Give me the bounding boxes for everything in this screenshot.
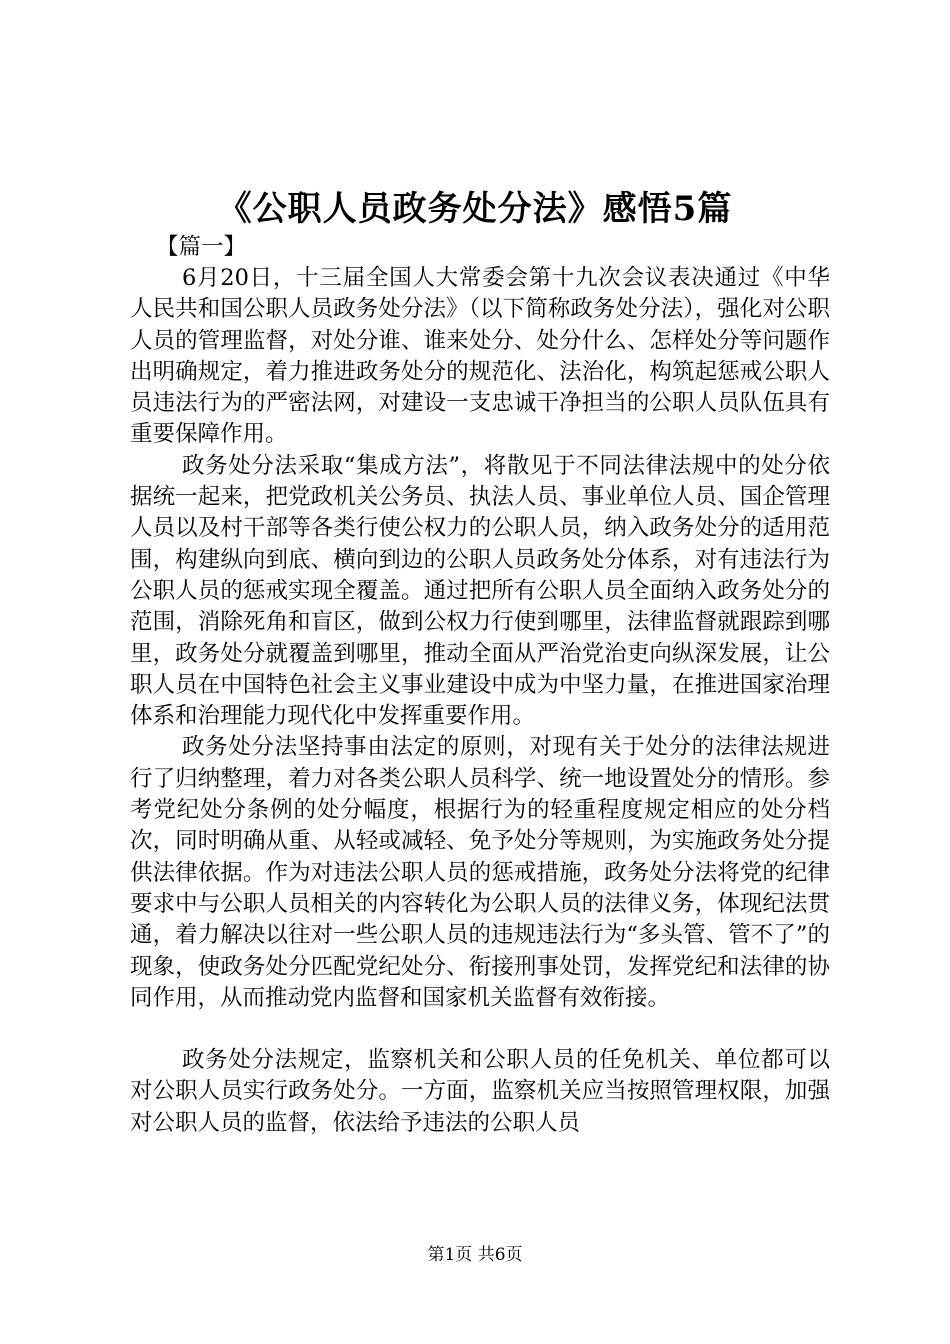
- document-body: [130, 263, 830, 1139]
- document-title: 《公职人员政务处分法》感悟5篇: [217, 189, 733, 229]
- paragraph: 政务处分法坚持事由法定的原则，对现有关于处分的法律法规进行了归纳整理，着力对各类公职人员科学、统一地设置处分的情形。参考党纪处分条例的处分幅度，根据行为的轻重程度规定相应的处分档次，同时明确从重、从轻或减轻、免予处分等规则，为实施政务处分提供法律依据。作为对违法公职人员的惩戒措施，政务处分法将党的纪律要求中与公职人员相关的内容转化为公职人员的法律义务，体现纪法贯通，着力解决以往对一些公职人员的违规违法行为“多头管、管不了”的现象，使政务处分匹配党纪处分、衔接刑事处罚，发挥党纪和法律的协同作用，从而推动党内监督和国家机关监督有效衔接。: [130, 734, 830, 1011]
- paragraph: 政务处分法规定，监察机关和公职人员的任免机关、单位都可以对公职人员实行政务处分。一方面，监察机关应当按照管理权限，加强对公职人员的监督，依法给予违法的公职人员: [130, 1047, 830, 1136]
- paragraph: 政务处分法采取“集成方法”，将散见于不同法律法规中的处分依据统一起来，把党政机关公务员、执法人员、事业单位人员、国企管理人员以及村干部等各类行使公权力的公职人员，纳入政务处分的适用范围，构建纵向到底、横向到边的公职人员政务处分体系，对有违法行为公职人员的惩戒实现全覆盖。通过把所有公职人员全面纳入政务处分的范围，消除死角和盲区，做到公权力行使到哪里，法律监督就跟踪到哪里，政务处分就覆盖到哪里，推动全面从严治党治吏向纵深发展，让公职人员在中国特色社会主义事业建设中成为中坚力量，在推进国家治理体系和治理能力现代化中发挥重要作用。: [130, 452, 830, 730]
- section-label: 【篇一】: [156, 234, 247, 260]
- page-indicator: 第1页 共6页: [427, 1245, 523, 1265]
- paragraph: 6月20日，十三届全国人大常委会第十九次会议表决通过《中华人民共和国公职人员政务处分法》（以下简称政务处分法），强化对公职人员的管理监督，对处分谁、谁来处分、处分什么、怎样处分等问题作出明确规定，着力推进政务处分的规范化、法治化，构筑起惩戒公职人员违法行为的严密法网，对建设一支忠诚干净担当的公职人员队伍具有重要保障作用。: [130, 265, 830, 448]
